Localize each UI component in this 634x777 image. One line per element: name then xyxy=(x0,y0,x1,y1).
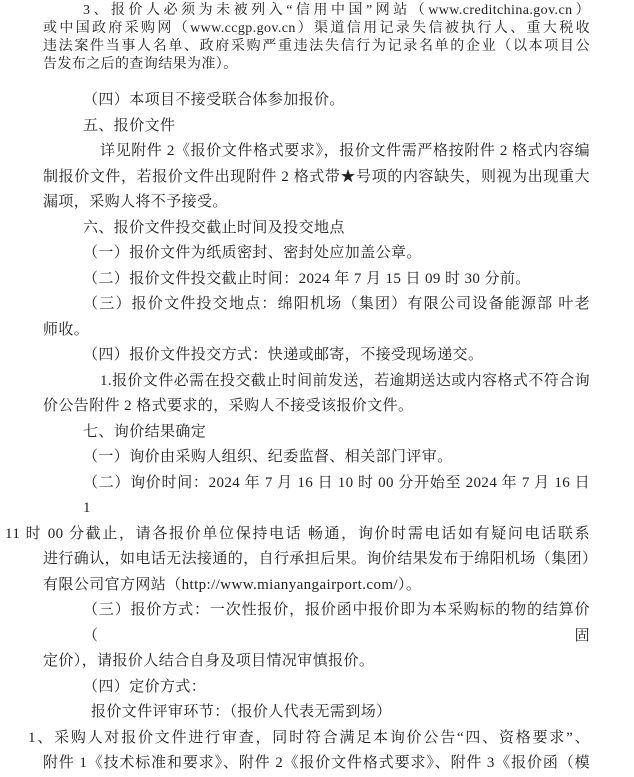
text-line: 价公告附件 2 格式要求的，采购人不接受该报价文件。 xyxy=(43,398,414,414)
text-line: 或中国政府采购网（www.ccgp.gov.cn）渠道信用记录失信被执行人、重大税收 xyxy=(43,21,590,36)
text-line: 1.报价文件必需在投交截止时间前发送，若逾期送达或内容格式不符合询 xyxy=(100,372,590,389)
text-line: 1、采购人对报价文件进行审查，同时符合满足本询价公告“四、资格要求”、 xyxy=(28,729,590,746)
text-line: 师收。 xyxy=(43,321,90,338)
document-body xyxy=(5,2,598,777)
text-line: 11 时 00 分截止，请各报价单位保持电话 畅通，询价时需电话如有疑问电话联系 xyxy=(5,525,590,542)
text-line: 进行确认，如电话无法接通的，自行承担后果。询价结果发布于绵阳机场（集团） xyxy=(43,551,598,567)
text-line: （四）报价文件投交方式：快递或邮寄，不接受现场递交。 xyxy=(83,347,484,363)
text-line: 定价），请报价人结合自身及项目情况审慎报价。 xyxy=(43,653,375,669)
text-line: 违法案件当事人名单、政府采购严重违法失信行为记录名单的企业（以本项目公 xyxy=(43,39,590,54)
text-line: （一）询价由采购人组织、纪委监督、相关部门评审。 xyxy=(83,449,453,465)
text-line: 五、报价文件 xyxy=(83,117,176,134)
text-line: 漏项，采购人将不予接受。 xyxy=(43,194,228,210)
text-line: 有限公司官方网站（http://www.mianyangairport.com/）。 xyxy=(43,576,422,593)
text-line: 报价文件评审环节：（报价人代表无需到场） xyxy=(91,704,392,720)
text-line: （二）询价时间：2024 年 7 月 16 日 10 时 00 分开始至 2024 年 7 月 16 日 1 xyxy=(83,474,590,516)
text-line: （三）报价文件投交地点：绵阳机场（集团）有限公司设备能源部 叶老 xyxy=(83,296,590,312)
text-line: （四）定价方式： xyxy=(83,678,207,695)
text-line: 告发布之后的查询结果为准）。 xyxy=(43,57,238,72)
text-line: 3、报价人必须为未被列入“信用中国”网站（www.creditchina.gov.cn） xyxy=(83,3,590,18)
text-line: （三）报价方式：一次性报价，报价函中报价即为本采购标的物的结算价（固 xyxy=(83,602,590,644)
text-line: （四）本项目不接受联合体参加报价。 xyxy=(83,92,345,108)
text-line: （二）报价文件投交截止时间：2024 年 7 月 15 日 09 时 30 分前。 xyxy=(83,270,531,287)
text-line: 七、询价结果确定 xyxy=(83,423,207,440)
text-line: 六、报价文件投交截止时间及投交地点 xyxy=(83,219,345,236)
text-line: 制报价文件，若报价文件出现附件 2 格式带★号项的内容缺失，则视为出现重大 xyxy=(43,168,590,185)
text-line: （一）报价文件为纸质密封、密封处应加盖公章。 xyxy=(83,245,422,261)
text-line: 详见附件 2《报价文件格式要求》，报价文件需严格按附件 2 格式内容编 xyxy=(100,143,590,159)
text-line: 附件 1《技术标准和要求》、附件 2《报价文件格式要求》、附件 3《报价函（模 xyxy=(43,755,590,771)
